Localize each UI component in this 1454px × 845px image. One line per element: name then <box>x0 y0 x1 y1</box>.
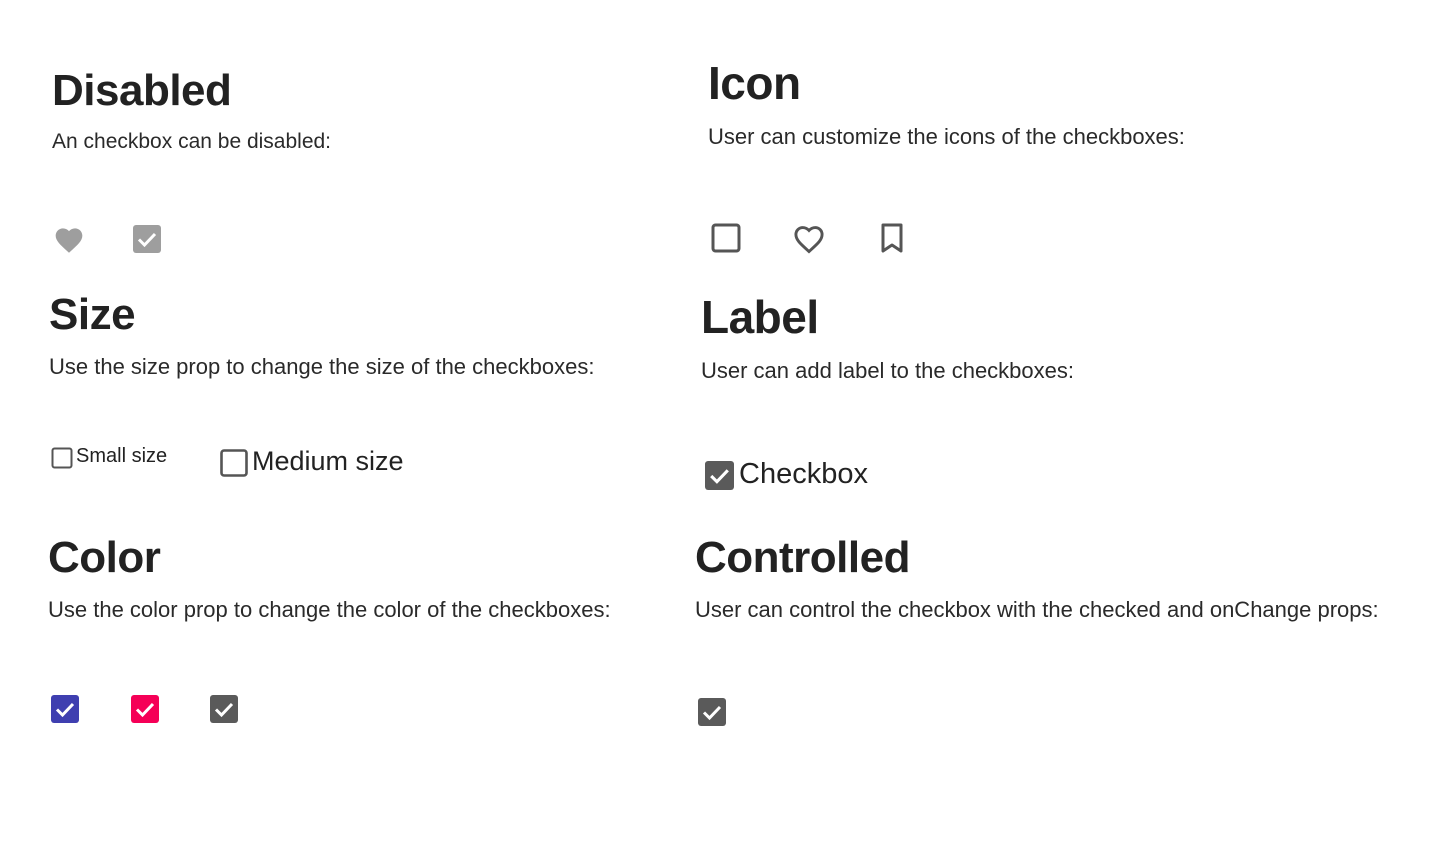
section-description: Use the color prop to change the color of the checkboxes: <box>48 597 611 622</box>
checkbox-checked-icon <box>51 695 79 723</box>
checkbox-outline-icon <box>51 447 73 469</box>
secondary-color-checkbox[interactable] <box>131 695 159 723</box>
section-description: User can control the checkbox with the checked and onChange props: <box>695 597 1379 622</box>
section-title: Label <box>701 291 819 343</box>
small-size-checkbox[interactable] <box>51 447 73 469</box>
icon-checkbox-heart[interactable] <box>790 221 828 255</box>
medium-size-label[interactable]: Medium size <box>252 446 404 476</box>
section-description: Use the size prop to change the size of the checkboxes: <box>49 354 595 379</box>
section-title: Color <box>48 533 161 582</box>
section-title: Disabled <box>52 66 232 115</box>
section-description: User can add label to the checkboxes: <box>701 358 1075 383</box>
disabled-heart-checkbox <box>52 222 86 256</box>
disabled-checked-checkbox <box>133 225 161 253</box>
small-size-label[interactable]: Small size <box>76 445 168 467</box>
checkbox-checked-icon <box>210 695 238 723</box>
bookmark-outline-icon <box>880 223 904 253</box>
checkbox-outline-icon <box>711 223 741 253</box>
icon-checkbox-bookmark[interactable] <box>878 222 906 254</box>
section-title: Size <box>49 290 136 339</box>
heart-filled-icon <box>53 224 85 254</box>
checkbox-checked-icon <box>698 698 726 726</box>
checkbox-outline-icon <box>220 449 248 477</box>
heart-outline-icon <box>791 222 827 254</box>
section-title: Controlled <box>695 533 910 582</box>
controlled-checkbox[interactable] <box>698 698 726 726</box>
checkbox-checked-icon <box>131 695 159 723</box>
section-label <box>701 290 1074 384</box>
section-color <box>48 533 611 623</box>
section-description: An checkbox can be disabled: <box>52 130 332 153</box>
checkbox-label[interactable]: Checkbox <box>739 458 868 490</box>
checkbox-checked-icon <box>705 461 734 490</box>
section-size <box>49 290 594 380</box>
default-color-checkbox[interactable] <box>210 695 238 723</box>
section-description: User can customize the icons of the checkboxes: <box>708 124 1185 149</box>
primary-color-checkbox[interactable] <box>51 695 79 723</box>
section-icon <box>708 56 1185 150</box>
checkbox-checked-icon <box>133 225 161 253</box>
medium-size-checkbox[interactable] <box>220 449 248 477</box>
label-checkbox[interactable] <box>705 461 734 490</box>
section-controlled <box>695 533 1379 623</box>
section-title: Icon <box>708 57 801 109</box>
icon-checkbox-square[interactable] <box>710 222 742 254</box>
section-disabled <box>52 66 331 154</box>
